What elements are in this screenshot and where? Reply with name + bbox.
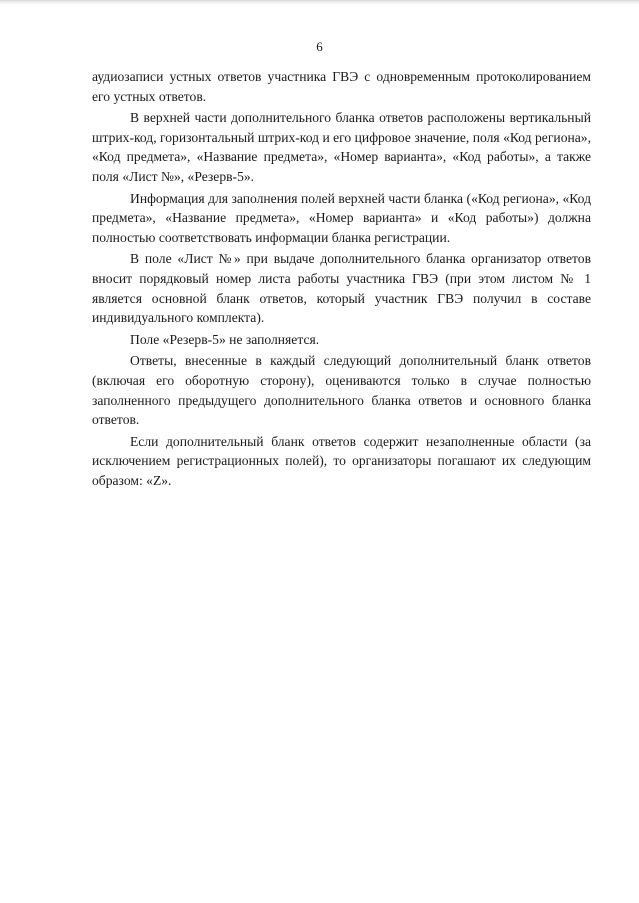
paragraph-empty-areas: Если дополнительный бланк ответов содержит незаполненные области (за исключением регистрационных полей), то организаторы погашают их следующим образом: «Z».	[92, 433, 591, 488]
paragraph-form-header-fields: В верхней части дополнительного бланка ответов расположены вертикальный штрих-код, горизонтальный штрих-код и его цифровое значение, поля «Код региона», «Код предмета», «Название предмета», «Номер варианта», «Код работы», а также поля «Лист №», «Резерв-5».	[92, 110, 591, 184]
document-body	[92, 67, 591, 492]
paragraph-field-information: Информация для заполнения полей верхней части бланка («Код региона», «Код предмета», «Название предмета», «Номер варианта» и «Код работы») должна полностью соответствовать информации бланка регистрации.	[92, 190, 591, 245]
paragraph-reserve-field: Поле «Резерв-5» не заполняется.	[130, 331, 320, 347]
paragraph-audio-recording: аудиозаписи устных ответов участника ГВЭ с одновременным протоколированием его устных ответов.	[92, 69, 591, 104]
page-number: 6	[316, 39, 323, 54]
paragraph-answers-evaluation: Ответы, внесенные в каждый следующий дополнительный бланк ответов (включая его оборотную сторону), оцениваются только в случае полностью заполненного предыдущего дополнительного бланка ответов и основного бланка ответов.	[92, 353, 591, 428]
paragraph-sheet-number: В поле «Лист №» при выдаче дополнительного бланка организатор ответов вносит порядковый номер листа работы участника ГВЭ (при этом листом № 1 является основной бланк ответов, который участник ГВЭ получил в составе индивидуального комплекта).	[92, 251, 591, 326]
scan-top-edge	[0, 0, 639, 5]
